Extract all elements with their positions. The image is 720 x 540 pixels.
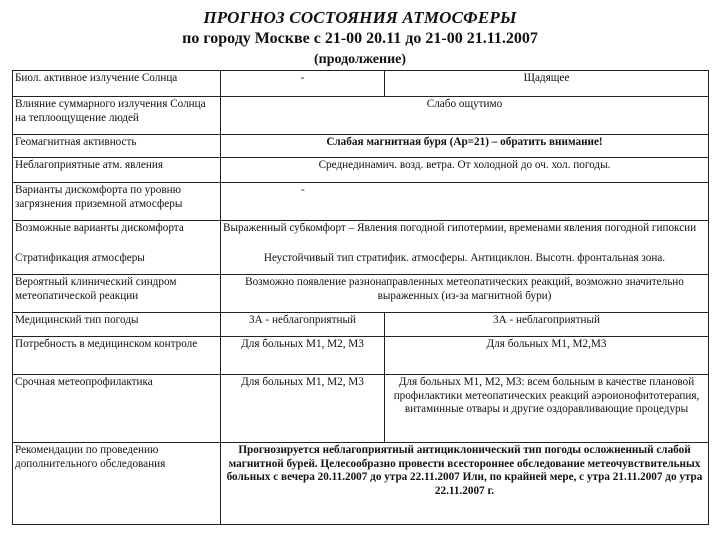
row-label: Вероятный клинический синдром метеопатической реакции — [13, 275, 221, 313]
row-value: Для больных М1, М2, М3 — [221, 337, 385, 375]
row-label: Возможные варианты дискомфорта — [13, 221, 221, 251]
table-row — [13, 221, 709, 251]
row-value: - — [221, 183, 709, 221]
page-title: ПРОГНОЗ СОСТОЯНИЯ АТМОСФЕРЫ — [203, 8, 517, 27]
row-label: Неблагоприятные атм. явления — [13, 158, 221, 183]
table-row — [13, 313, 709, 337]
row-label: Влияние суммарного излучения Солнца на теплоощущение людей — [13, 97, 221, 135]
continuation-note: (продолжение) — [313, 52, 407, 67]
row-value: Слабо ощутимо — [221, 97, 709, 135]
row-value: Для больных М1, М2, М3 — [221, 375, 385, 443]
row-value: Слабая магнитная буря (Ар=21) – обратить внимание! — [221, 135, 709, 158]
table-row — [13, 158, 709, 183]
row-value: Среднединамич. возд. ветра. От холодной до оч. хол. погоды. — [221, 158, 709, 183]
row-label: Варианты дискомфорта по уровню загрязнения приземной атмосферы — [13, 183, 221, 221]
row-label: Срочная метеопрофилактика — [13, 375, 221, 443]
row-value: Щадящее — [385, 71, 709, 97]
table-row — [13, 275, 709, 313]
forecast-table — [12, 70, 709, 525]
page-subtitle: по городу Москве с 21-00 20.11 до 21-00 21.11.2007 — [182, 30, 538, 47]
row-value: Неустойчивый тип стратифик. атмосферы. Антициклон. Высотн. фронтальная зона. — [221, 251, 709, 275]
row-value: 3А - неблагоприятный — [385, 313, 709, 337]
table-row — [13, 443, 709, 525]
row-label: Геомагнитная активность — [13, 135, 221, 158]
table-row — [13, 71, 709, 97]
row-label: Стратификация атмосферы — [13, 251, 221, 275]
row-value: Для больных М1, М2, М3: всем больным в качестве плановой профилактики метеопатических реакций аэроионофитотерапия, витаминные отвары и другие оздоравливающие процедуры — [385, 375, 709, 443]
table-row — [13, 337, 709, 375]
row-value: 3А - неблагоприятный — [221, 313, 385, 337]
row-label: Потребность в медицинском контроле — [13, 337, 221, 375]
table-row — [13, 97, 709, 135]
row-value: Выраженный субкомфорт – Явления погодной гипотермии, временами явления погодной гипоксии — [221, 221, 709, 251]
table-row — [13, 183, 709, 221]
row-value: Возможно появление разнонаправленных метеопатических реакций, возможно значительно выраженных (из-за магнитной бури) — [221, 275, 709, 313]
row-value: - — [221, 71, 385, 97]
table-row — [13, 251, 709, 275]
table-row — [13, 375, 709, 443]
table-row — [13, 135, 709, 158]
row-value: Прогнозируется неблагоприятный антициклонический тип погоды осложненный слабой магнитной бурей. Целесообразно провести всестороннее обследование метеочувствительных больных с вечера 20.11.2007 до утра 22.11.2007 Или, по крайней мере, с утра 21.11.2007 до утра 22.11.2007 г. — [221, 443, 709, 525]
row-value: Для больных М1, М2,М3 — [385, 337, 709, 375]
row-label: Медицинский тип погоды — [13, 313, 221, 337]
row-label: Биол. активное излучение Солнца — [13, 71, 221, 97]
row-label: Рекомендации по проведению дополнительного обследования — [13, 443, 221, 525]
